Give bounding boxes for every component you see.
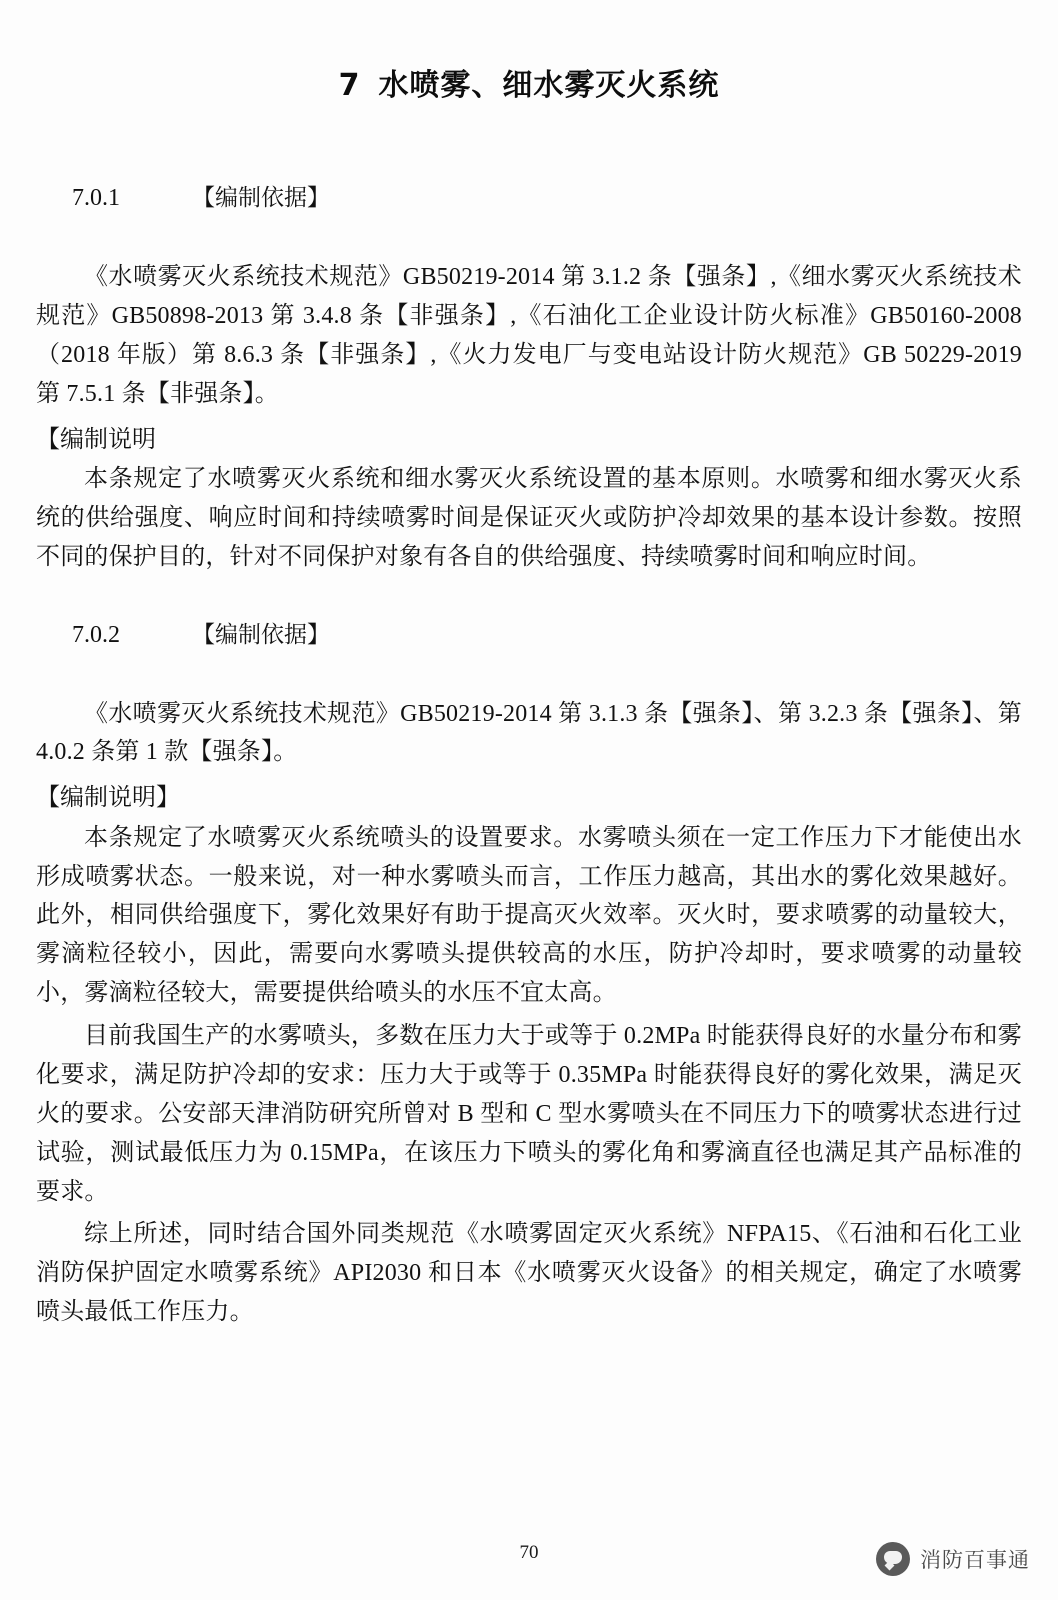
- explain-paragraph: 本条规定了水喷雾灭火系统和细水雾灭火系统设置的基本原则。水喷雾和细水雾灭火系统的供给强度、响应时间和持续喷雾时间是保证灭火或防护冷却效果的基本设计参数。按照不同的保护目的，针对不同保护对象有各自的供给强度、持续喷雾时间和响应时间。: [36, 465, 1022, 570]
- page-title-number: 7: [338, 68, 361, 103]
- explain-paragraph: 本条规定了水喷雾灭火系统喷头的设置要求。水雾喷头须在一定工作压力下才能使出水形成喷雾状态。一般来说，对一种水雾喷头而言，工作压力越高，其出水的雾化效果越好。此外，相同供给强度下，雾化效果好有助于提高灭火效率。灭火时，要求喷雾的动量较大，雾滴粒径较小，因此，需要向水雾喷头提供较高的水压，防护冷却时，要求喷雾的动量较小，雾滴粒径较大，需要提供给喷头的水压不宜太高。: [36, 824, 1022, 1007]
- clause-label: 【编制依据】: [192, 185, 330, 211]
- watermark-label: 消防百事通: [920, 1548, 1030, 1572]
- clause-number: 7.0.1: [72, 185, 120, 211]
- explain-paragraph: 目前我国生产的水雾喷头，多数在压力大于或等于 0.2MPa 时能获得良好的水量分布和雾化要求，满足防护冷却的安求：压力大于或等于 0.35MPa 时能获得良好的雾化效果，满足灭火的要求。公安部天津消防研究所曾对 B 型和 C 型水雾喷头在不同压力下的喷雾状态进行过试验，测试最低压力为 0.15MPa，在该压力下喷头的雾化角和雾滴直径也满足其产品标准的要求。: [36, 1023, 1023, 1205]
- document-body: [36, 38, 1022, 1336]
- clause-basis-text: 《水喷雾灭火系统技术规范》GB50219-2014 第 3.1.2 条【强条】,《细水雾灭火系统技术规范》GB50898-2013 第 3.4.8 条【非强条】,《石油化工企业设计防火标准》GB50160-2008（2018 年版）第 8.6.3 条【非强条】,《火力发电厂与变电站设计防火规范》GB 50229-2019 第 7.5.1 条【非强条】。: [36, 264, 1022, 407]
- clause-label: 【编制依据】: [192, 621, 330, 648]
- watermark: [876, 1542, 1030, 1576]
- page-title-text: 水喷雾、细水雾灭火系统: [378, 68, 720, 103]
- page-title: [36, 60, 1022, 104]
- wechat-icon: [876, 1542, 910, 1576]
- explain-label-7-0-1: 【编制说明: [36, 424, 156, 453]
- explain-paragraph: 综上所述，同时结合国外同类规范《水喷雾固定灭火系统》NFPA15、《石油和石化工业消防保护固定水喷雾系统》API2030 和日本《水喷雾灭火设备》的相关规定，确定了水喷雾喷头最低工作压力。: [36, 1221, 1022, 1326]
- page-number: 70: [519, 1542, 539, 1563]
- clause-number: 7.0.2: [72, 621, 120, 648]
- explain-label-7-0-2: 【编制说明】: [36, 783, 180, 812]
- clause-heading-7-0-2: [36, 581, 1022, 689]
- clause-basis-text: 《水喷雾灭火系统技术规范》GB50219-2014 第 3.1.3 条【强条】、第 3.2.3 条【强条】、第 4.0.2 条第 1 款【强条】。: [36, 700, 1022, 766]
- clause-heading-7-0-1: [36, 144, 1022, 252]
